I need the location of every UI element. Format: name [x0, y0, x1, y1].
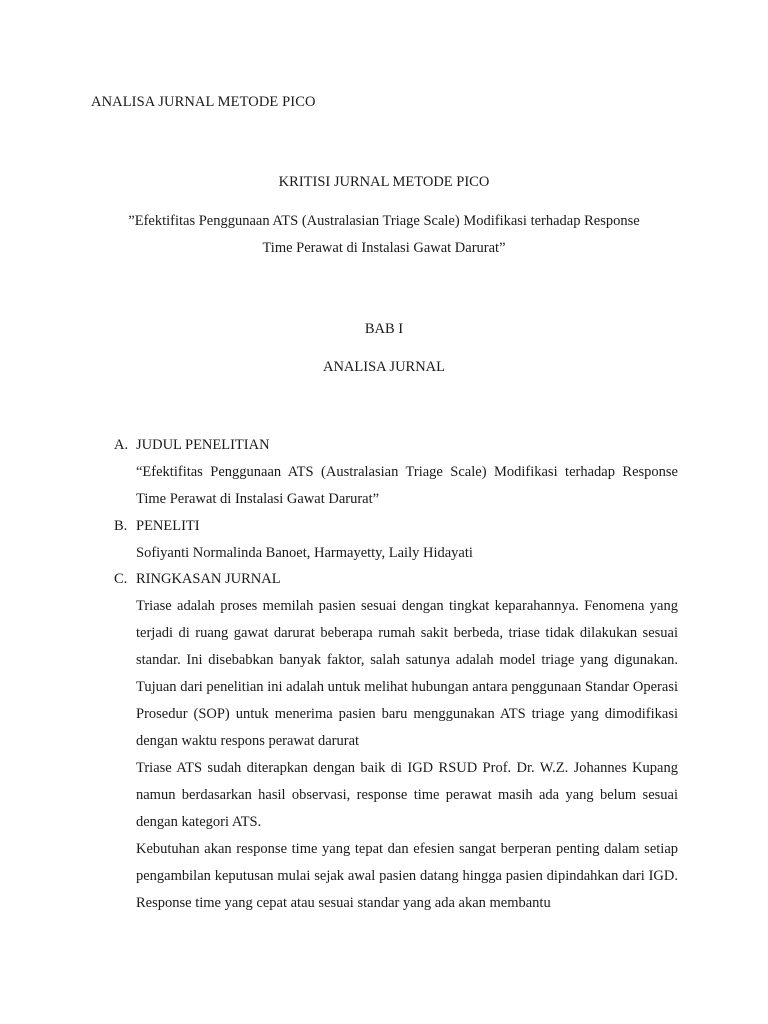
summary-paragraph: Triase adalah proses memilah pasien sesuai dengan tingkat keparahannya. Fenomena yang terjadi di ruang gawat darurat beberapa rumah sakit berbeda, triase tidak dilakukan sesuai standar. Ini disebabkan banyak faktor, salah satunya adalah model triage yang digunakan. Tujuan dari penelitian ini adalah untuk melihat hubungan antara penggunaan Standar Operasi Prosedur (SOP) untuk menerima pasien baru menggunakan ATS triage yang dimodifikasi dengan waktu respons perawat darurat [136, 598, 678, 749]
chapter-title: ANALISA JURNAL [322, 359, 446, 375]
summary-paragraph: Kebutuhan akan response time yang tepat dan efesien sangat berperan penting dalam setiap pengambilan keputusan mulai sejak awal pasien datang hingga pasien dipindahkan dari IGD. Response time yang cepat atau sesuai standar yang ada akan membantu [136, 841, 678, 911]
section-body [136, 593, 678, 917]
section-letter: B. [114, 518, 128, 534]
section-header [114, 566, 678, 593]
section-ringkasan-jurnal [114, 566, 678, 917]
section-letter: A. [114, 437, 129, 453]
section-peneliti [114, 513, 678, 567]
section-judul-penelitian [114, 432, 678, 513]
subtitle-line-2: Time Perawat di Instalasi Gawat Darurat” [262, 240, 506, 256]
kritisi-title: KRITISI JURNAL METODE PICO [278, 174, 490, 190]
document-heading: ANALISA JURNAL METODE PICO [91, 94, 316, 110]
summary-paragraph: Triase ATS sudah diterapkan dengan baik di IGD RSUD Prof. Dr. W.Z. Johannes Kupang namun berdasarkan hasil observasi, response time perawat masih ada yang belum sesuai dengan kategori ATS. [136, 760, 678, 830]
section-title: JUDUL PENELITIAN [136, 437, 270, 453]
subtitle-line-1: ”Efektifitas Penggunaan ATS (Australasian Triage Scale) Modifikasi terhadap Response [128, 213, 640, 229]
section-body: Sofiyanti Normalinda Banoet, Harmayetty, Laily Hidayati [136, 545, 473, 561]
section-title: RINGKASAN JURNAL [136, 571, 281, 587]
section-body: “Efektifitas Penggunaan ATS (Australasian Triage Scale) Modifikasi terhadap Response Time Perawat di Instalasi Gawat Darurat” [136, 464, 678, 507]
section-header [114, 513, 678, 540]
chapter-label: BAB I [364, 321, 404, 337]
section-letter: C. [114, 571, 128, 587]
section-header [114, 432, 678, 459]
journal-subtitle [100, 208, 668, 262]
section-title: PENELITI [136, 518, 200, 534]
